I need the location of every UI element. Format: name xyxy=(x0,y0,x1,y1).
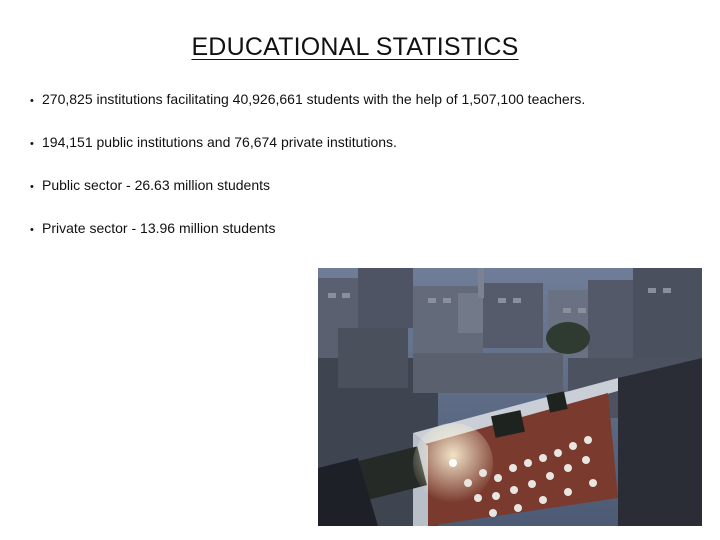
bullet-marker: • xyxy=(30,138,34,150)
bullet-text: 270,825 institutions facilitating 40,926,661 students with the help of 1,507,100 teachers. xyxy=(42,91,586,107)
bullet-item xyxy=(30,133,710,151)
bullet-item xyxy=(30,176,710,194)
bullet-text: Private sector - 13.96 million students xyxy=(42,220,276,236)
bullet-text: 194,151 public institutions and 76,674 private institutions. xyxy=(42,134,397,150)
bullet-item xyxy=(30,90,710,108)
bullet-list xyxy=(30,90,710,262)
bullet-marker: • xyxy=(30,181,34,193)
bullet-text: Public sector - 26.63 million students xyxy=(42,177,270,193)
bullet-marker: • xyxy=(30,224,34,236)
bullet-marker: • xyxy=(30,95,34,107)
bullet-item xyxy=(30,219,710,237)
slide-title: EDUCATIONAL STATISTICS xyxy=(191,33,519,61)
rooftop-classroom-photo xyxy=(318,268,702,526)
